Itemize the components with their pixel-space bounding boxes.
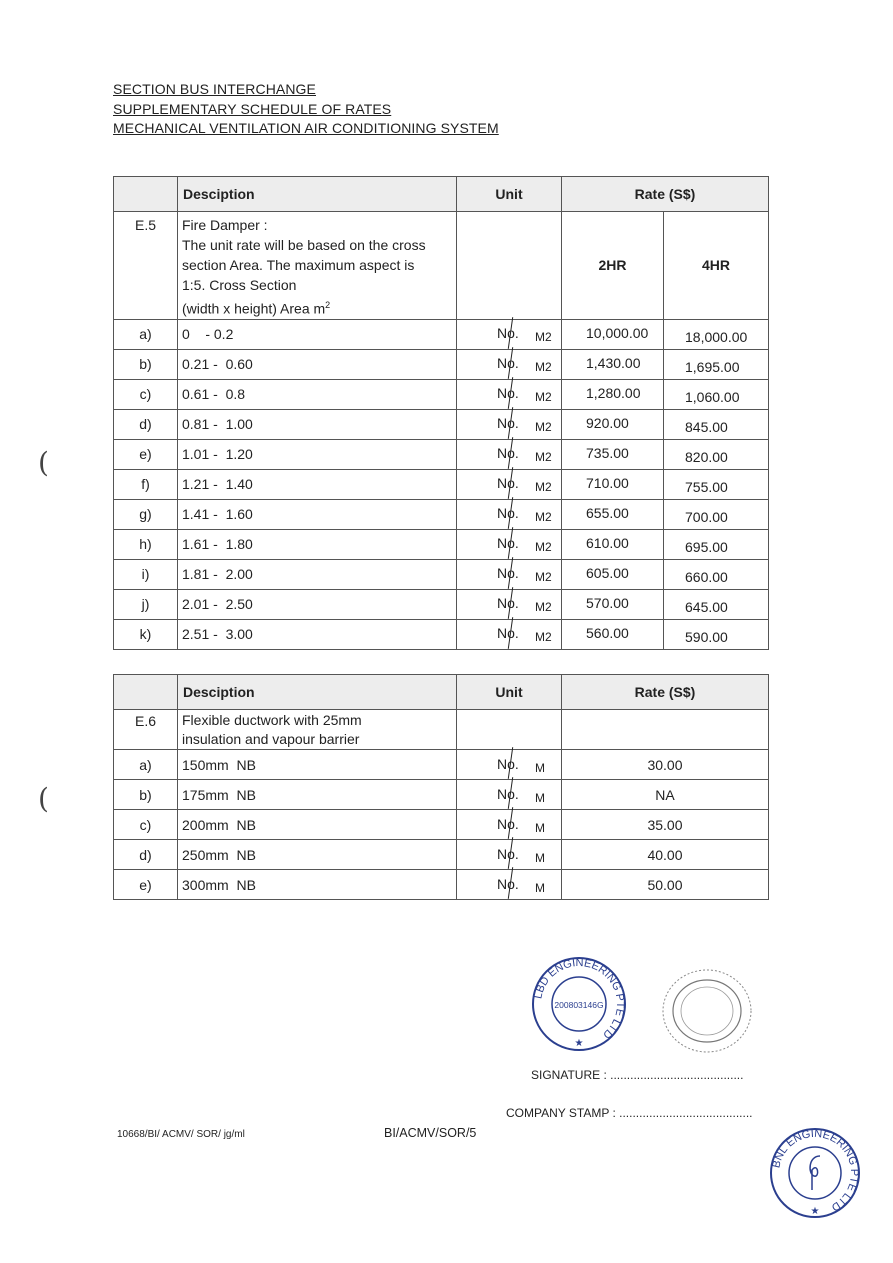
unit-m2: M2: [535, 599, 552, 614]
unit-m: M: [535, 820, 545, 835]
row-desc: 1.21 - 1.40: [178, 469, 457, 499]
unit-m2: M2: [535, 629, 552, 644]
col-no-header: [114, 177, 178, 212]
row-desc: 175mm NB: [178, 780, 457, 810]
row-desc: 0.61 - 0.8: [178, 379, 457, 409]
item-desc-line: (width x height) Area $m^2$: [182, 300, 331, 317]
table-row: [114, 870, 769, 900]
row-no: k): [114, 619, 178, 649]
item-desc-line: The unit rate will be based on the cross: [182, 237, 426, 253]
row-no: g): [114, 499, 178, 529]
faint-company-stamp: [660, 967, 754, 1055]
rate-2hr: 610.00: [562, 529, 664, 559]
row-no: a): [114, 319, 178, 349]
row-no: c): [114, 810, 178, 840]
rate-4hr: 695.00: [664, 529, 769, 559]
lbd-company-stamp: [530, 955, 628, 1053]
col-desc-header: Desciption: [178, 177, 457, 212]
punch-hole-mark: (: [38, 782, 49, 815]
item-desc-line: 1:5. Cross Section: [182, 277, 297, 293]
rate-2hr: 735.00: [562, 439, 664, 469]
unit-no: No.: [497, 595, 519, 612]
col-rate-header: Rate (S$): [562, 177, 769, 212]
svg-text:LBD ENGINEERING PTE LTD: LBD ENGINEERING PTE LTD: [532, 956, 627, 1041]
row-no: h): [114, 529, 178, 559]
row-unit: [457, 619, 562, 649]
unit-no: No.: [497, 325, 519, 342]
rate-4hr: 645.00: [664, 589, 769, 619]
unit-m2: M2: [535, 539, 552, 554]
rate-2hr: 920.00: [562, 409, 664, 439]
row-desc: 1.81 - 2.00: [178, 559, 457, 589]
col-no-header: [114, 675, 178, 710]
handwritten-initial-mark: [810, 1156, 820, 1190]
rate-2hr: 560.00: [562, 619, 664, 649]
unit-no: No.: [497, 875, 519, 892]
unit-no: No.: [497, 785, 519, 802]
col-desc-header: Desciption: [178, 675, 457, 710]
unit-no: No.: [497, 355, 519, 372]
item-no: E.5: [114, 212, 178, 320]
stamp-registration-number: 200803146G: [554, 1000, 604, 1010]
unit-no: No.: [497, 625, 519, 642]
table-row: [114, 559, 769, 589]
document-header: [113, 80, 499, 139]
row-desc: 1.01 - 1.20: [178, 439, 457, 469]
svg-text:BNL ENGINEERING PTE LTD: BNL ENGINEERING PTE LTD: [770, 1127, 861, 1214]
row-no: d): [114, 409, 178, 439]
rate-2hr: 655.00: [562, 499, 664, 529]
item-desc-line: Fire Damper :: [182, 217, 268, 233]
item-description: [178, 212, 457, 320]
row-no: f): [114, 469, 178, 499]
flexible-ductwork-rate-table: [113, 674, 769, 900]
row-desc: 150mm NB: [178, 750, 457, 780]
unit-blank: [457, 710, 562, 750]
col-unit-header: Unit: [457, 177, 562, 212]
row-unit: [457, 810, 562, 840]
unit-m2: M2: [535, 329, 552, 344]
row-no: a): [114, 750, 178, 780]
row-unit: [457, 589, 562, 619]
row-desc: 2.01 - 2.50: [178, 589, 457, 619]
unit-m2: M2: [535, 419, 552, 434]
unit-m2: M2: [535, 359, 552, 374]
row-no: c): [114, 379, 178, 409]
rate-blank: [562, 710, 769, 750]
unit-no: No.: [497, 415, 519, 432]
table-row: [114, 840, 769, 870]
unit-m2: M2: [535, 569, 552, 584]
item-desc-line: Flexible ductwork with 25mm: [182, 711, 362, 728]
row-desc: 0.81 - 1.00: [178, 409, 457, 439]
col-rate-header: Rate (S$): [562, 675, 769, 710]
row-unit: [457, 529, 562, 559]
rate-value: 40.00: [562, 840, 769, 870]
table-row: [114, 529, 769, 559]
row-no: d): [114, 840, 178, 870]
row-desc: 200mm NB: [178, 810, 457, 840]
rate-value: NA: [562, 780, 769, 810]
sub-header-2hr: 2HR: [562, 212, 664, 320]
rate-2hr: 710.00: [562, 469, 664, 499]
rate-4hr: 660.00: [664, 559, 769, 589]
row-no: i): [114, 559, 178, 589]
unit-no: No.: [497, 535, 519, 552]
unit-no: No.: [497, 385, 519, 402]
rate-2hr: 570.00: [562, 589, 664, 619]
row-desc: 0 - 0.2: [178, 319, 457, 349]
svg-text:★: ★: [574, 1038, 584, 1049]
row-no: b): [114, 349, 178, 379]
table-row: [114, 439, 769, 469]
fire-damper-rate-table: [113, 176, 769, 650]
unit-no: No.: [497, 755, 519, 772]
company-stamp-label: COMPANY STAMP : ........................................: [506, 1106, 753, 1120]
unit-m: M: [535, 790, 545, 805]
footer-reference: 10668/BI/ ACMV/ SOR/ jg/ml: [117, 1129, 245, 1140]
item-no: E.6: [114, 710, 178, 750]
rate-2hr: 10,000.00: [562, 319, 664, 349]
table-row: [114, 409, 769, 439]
punch-hole-mark: (: [38, 446, 49, 479]
row-desc: 1.41 - 1.60: [178, 499, 457, 529]
svg-text:★: ★: [810, 1206, 820, 1217]
rate-value: 50.00: [562, 870, 769, 900]
unit-m2: M2: [535, 509, 552, 524]
unit-m: M: [535, 850, 545, 865]
row-no: b): [114, 780, 178, 810]
rate-4hr: 755.00: [664, 469, 769, 499]
row-unit: [457, 319, 562, 349]
row-unit: [457, 840, 562, 870]
row-desc: 2.51 - 3.00: [178, 619, 457, 649]
rate-4hr: 18,000.00: [664, 319, 769, 349]
unit-m: M: [535, 760, 545, 775]
unit-no: No.: [497, 475, 519, 492]
unit-m: M: [535, 880, 545, 895]
header-line-1: SECTION BUS INTERCHANGE: [113, 81, 316, 97]
rate-value: 35.00: [562, 810, 769, 840]
rate-4hr: 700.00: [664, 499, 769, 529]
rate-4hr: 845.00: [664, 409, 769, 439]
row-unit: [457, 499, 562, 529]
table-row: [114, 750, 769, 780]
row-unit: [457, 780, 562, 810]
table-row: [114, 469, 769, 499]
row-no: e): [114, 439, 178, 469]
unit-blank: [457, 212, 562, 320]
item-description: [178, 710, 457, 750]
rate-2hr: 1,280.00: [562, 379, 664, 409]
table-row: [114, 589, 769, 619]
table-row: [114, 780, 769, 810]
unit-no: No.: [497, 815, 519, 832]
table-row: [114, 349, 769, 379]
header-line-3: MECHANICAL VENTILATION AIR CONDITIONING SYSTEM: [113, 120, 499, 136]
row-no: j): [114, 589, 178, 619]
rate-value: 30.00: [562, 750, 769, 780]
sub-header-4hr: 4HR: [664, 212, 769, 320]
unit-no: No.: [497, 845, 519, 862]
bnl-company-stamp: [768, 1126, 862, 1220]
row-unit: [457, 559, 562, 589]
table-row: [114, 499, 769, 529]
table-row: [114, 619, 769, 649]
unit-m2: M2: [535, 449, 552, 464]
rate-2hr: 605.00: [562, 559, 664, 589]
row-desc: 250mm NB: [178, 840, 457, 870]
item-desc-line: insulation and vapour barrier: [182, 730, 360, 747]
rate-4hr: 590.00: [664, 619, 769, 649]
row-desc: 300mm NB: [178, 870, 457, 900]
row-unit: [457, 379, 562, 409]
row-no: e): [114, 870, 178, 900]
rate-4hr: 1,060.00: [664, 379, 769, 409]
rate-2hr: 1,430.00: [562, 349, 664, 379]
row-unit: [457, 870, 562, 900]
unit-m2: M2: [535, 479, 552, 494]
row-desc: 0.21 - 0.60: [178, 349, 457, 379]
unit-no: No.: [497, 565, 519, 582]
col-unit-header: Unit: [457, 675, 562, 710]
header-line-2: SUPPLEMENTARY SCHEDULE OF RATES: [113, 100, 392, 117]
table-row: [114, 379, 769, 409]
row-unit: [457, 750, 562, 780]
unit-no: No.: [497, 445, 519, 462]
unit-m2: M2: [535, 389, 552, 404]
row-unit: [457, 409, 562, 439]
unit-no: No.: [497, 505, 519, 522]
footer-page-code: BI/ACMV/SOR/5: [384, 1126, 477, 1140]
row-unit: [457, 469, 562, 499]
item-desc-line: section Area. The maximum aspect is: [182, 257, 415, 273]
rate-4hr: 820.00: [664, 439, 769, 469]
row-unit: [457, 349, 562, 379]
row-unit: [457, 439, 562, 469]
signature-label: SIGNATURE : ........................................: [531, 1068, 744, 1082]
row-desc: 1.61 - 1.80: [178, 529, 457, 559]
table-row: [114, 319, 769, 349]
table-row: [114, 810, 769, 840]
rate-4hr: 1,695.00: [664, 349, 769, 379]
